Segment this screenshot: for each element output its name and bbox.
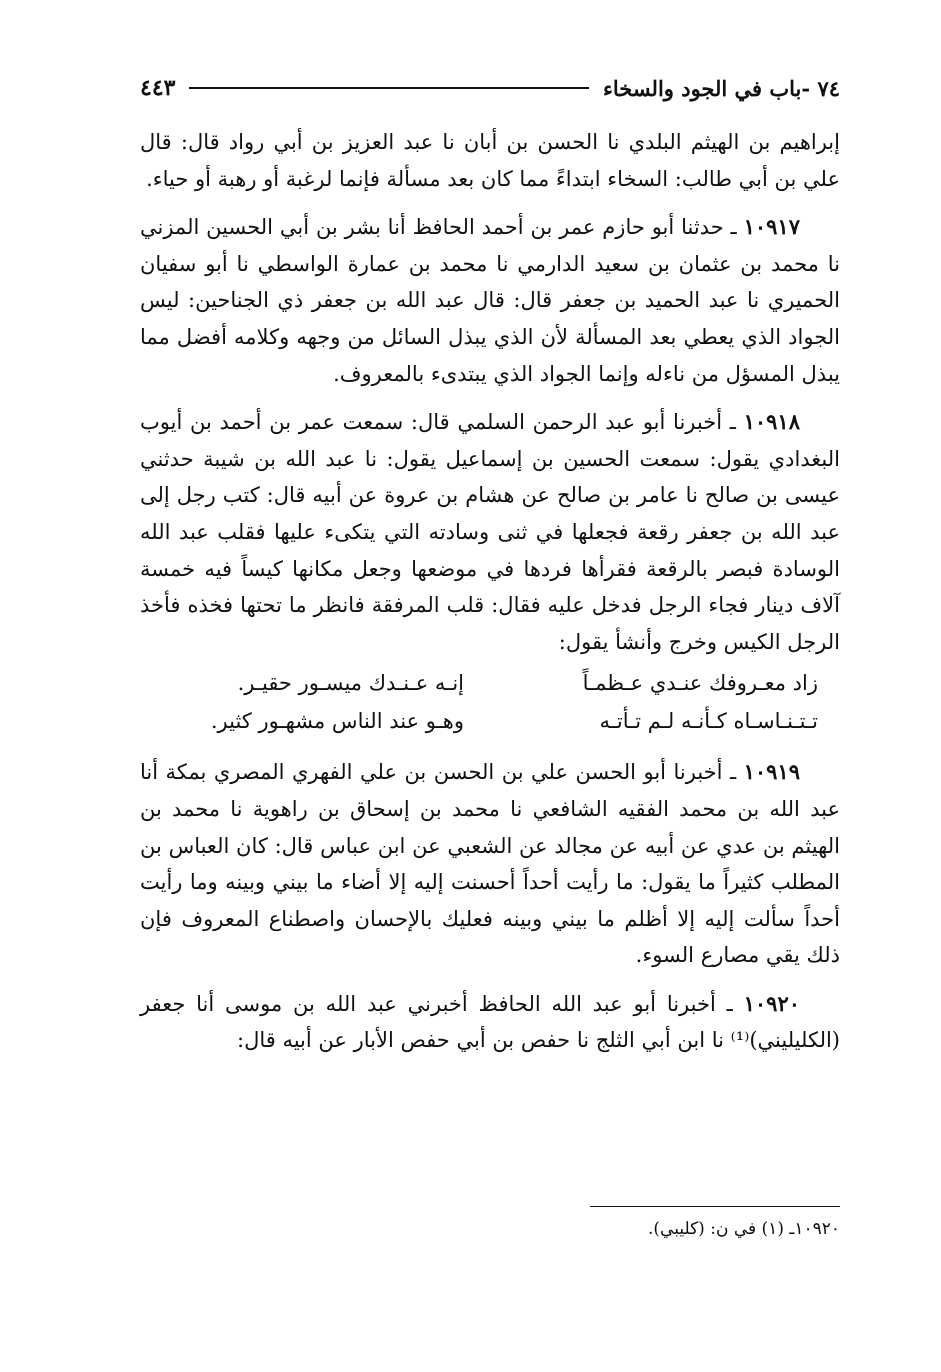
hadith-number: ١٠٩١٩	[743, 759, 800, 785]
verse-second-hemistich: إنـه عـنـدك ميسـور حقيـر.	[237, 671, 464, 696]
page-body	[140, 124, 840, 1071]
verse-first-hemistich: تـتـنـاسـاه كـأنـه لـم تـأتـه	[599, 709, 818, 734]
footnote-rule	[590, 1206, 840, 1207]
paragraph-continued	[140, 124, 840, 197]
hadith-paragraph	[140, 209, 840, 392]
header-rule	[189, 87, 589, 89]
paragraph-text: ـ أخبرنا أبو عبد الله الحافظ أخبرني عبد الله بن موسى أنا جعفر (الكليليني)⁽¹⁾ نا ابن أبي الثلج نا حفص بن أبي حفص الأبار عن أبيه قال:	[140, 991, 840, 1053]
poem-verse	[140, 702, 840, 740]
running-header	[140, 70, 840, 106]
footnote: ١٠٩٢٠ـ (١) في ن: (كليبي).	[648, 1219, 840, 1239]
paragraph-text: ـ أخبرنا أبو الحسن علي بن الحسن بن علي الفهري المصري بمكة أنا عبد الله بن محمد الفقيه الشافعي نا محمد بن إسحاق بن راهوية نا محمد بن الهيثم بن عدي عن أبيه عن مجالد عن الشعبي عن ابن عباس قال: كان العباس بن المطلب كثيراً ما يقول: ما رأيت أحداً أحسنت إليه إلا أضاء ما بيني وبينه وما رأيت أحداً سألت إليه إلا أظلم ما بيني وبينه فعليك بالإحسان واصطناع المعروف فإن ذلك يقي مصارع السوء.	[140, 760, 840, 968]
hadith-paragraph	[140, 754, 840, 974]
chapter-title: ٧٤ -باب في الجود والسخاء	[602, 75, 840, 101]
page-number: ٤٤٣	[140, 75, 176, 101]
paragraph-text: ـ حدثنا أبو حازم عمر بن أحمد الحافظ أنا بشر بن أبي الحسين المزني نا محمد بن عثمان بن سعيد الدارمي نا محمد بن عمارة الواسطي نا أبو سفيان الحميري نا عبد الحميد بن جعفر قال: قال عبد الله بن جعفر ذي الجناحين: ليس الجواد الذي يعطي بعد المسألة لأن الذي يبذل السائل من وجهه وكلامه أفضل مما يبذل المسؤل من ناءله وإنما الجواد الذي يبتدىء بالمعروف.	[140, 215, 840, 386]
verse-first-hemistich: زاد معـروفك عنـدي عـظمـاً	[582, 671, 818, 696]
hadith-number: ١٠٩١٨	[743, 409, 800, 435]
hadith-number: ١٠٩١٧	[743, 214, 800, 240]
paragraph-text: ـ أخبرنا أبو عبد الرحمن السلمي قال: سمعت عمر بن أحمد بن أيوب البغدادي يقول: سمعت الحسين بن إسماعيل يقول: نا عبد الله بن شيبة حدثني عيسى بن صالح نا عامر بن صالح عن هشام بن عروة عن أبيه قال: كتب رجل إلى عبد الله بن جعفر رقعة فجعلها في ثنى وسادته التي يتكىء عليها فقلب عبد الله الوسادة فبصر بالرقعة فقرأها فردها في موضعها وجعل مكانها كيساً فيه خمسة آلاف دينار فجاء الرجل فدخل عليه فقال: قلب المرفقة فانظر ما تحتها فخذه فأخذ الرجل الكيس وخرج وأنشأ يقول:	[140, 410, 840, 654]
verse-second-hemistich: وهـو عند الناس مشهـور كثير.	[210, 709, 464, 734]
hadith-number: ١٠٩٢٠	[743, 990, 801, 1016]
hadith-paragraph	[140, 404, 840, 660]
poem-verse	[140, 664, 840, 702]
poem	[140, 664, 840, 740]
paragraph-text: إبراهيم بن الهيثم البلدي نا الحسن بن أبان نا عبد العزيز بن أبي رواد قال: قال علي بن أبي طالب: السخاء ابتداءً مما كان بعد مسألة فإنما لرغبة أو رهبة أو حياء.	[140, 130, 840, 191]
footnotes	[140, 1206, 840, 1243]
hadith-paragraph	[140, 986, 840, 1059]
